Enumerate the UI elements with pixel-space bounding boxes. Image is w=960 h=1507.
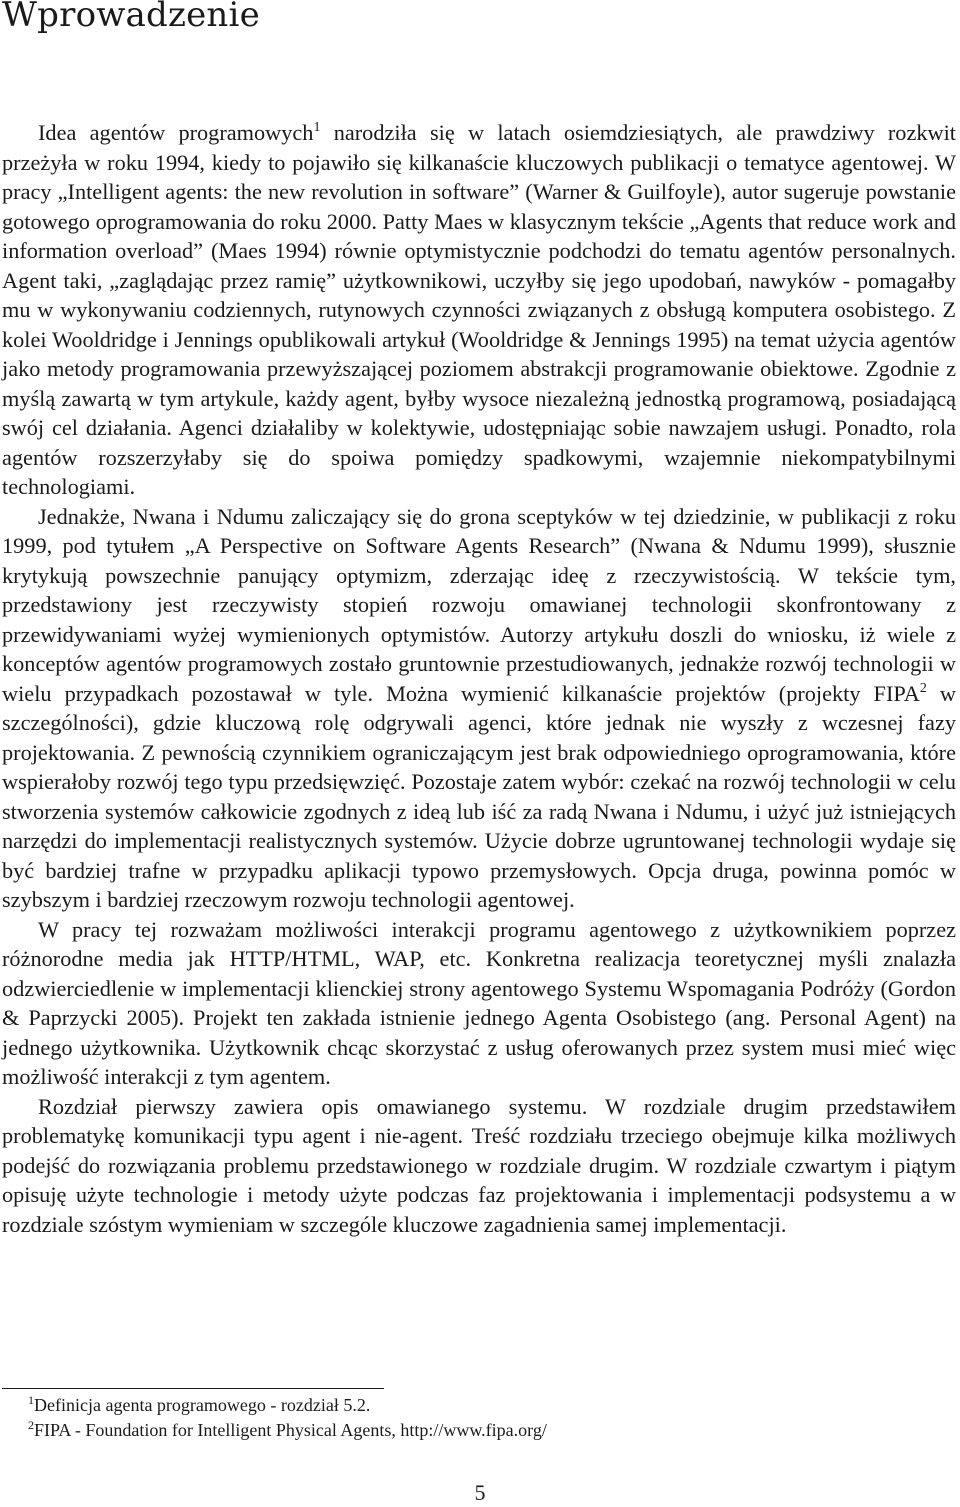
footnote-text: Definicja agenta programowego - rozdział 5.2. xyxy=(34,1395,371,1415)
paragraph-text: W pracy tej rozważam możliwości interakcji programu agentowego z użytkownikiem poprzez różnorodne media jak HTTP/HTML, WAP, etc. Konkretna realizacja teoretycznej myśli znalazła odzwierciedlenie w implementacji klienckiej strony agentowego Systemu Wspomagania Podróży (Gordon & Paprzycki 2005). Projekt ten zakłada istnienie jednego Agenta Osobistego (ang. Personal Agent) na jednego użytkownika. Użytkownik chcąc skorzystać z usług oferowanych przez system musi mieć więc możliwość interakcji z tym agentem. xyxy=(2,916,956,1089)
paragraph xyxy=(2,1092,956,1240)
paragraph-text: Idea agentów programowych xyxy=(38,120,314,145)
paragraph-text: Jednakże, Nwana i Ndumu zaliczający się do grona sceptyków w tej dziedzinie, w publikacji z roku 1999, pod tytułem „A Perspective on Software Agents Research” (Nwana & Ndumu 1999), słusznie krytykują powszechnie panujący optymizm, zderzając ideę z rzeczywistością. W tekście tym, przedstawiony jest rzeczywisty stopień rozwoju omawianej technologii skonfrontowany z przewidywaniami wyżej wymienionych optymistów. Autorzy artykułu doszli do wniosku, iż wiele z konceptów agentów programowych zostało gruntownie przestudiowanych, jednakże rozwój technologii w wielu przypadkach pozostawał w tyle. Można wymienić kilkanaście projektów (projekty FIPA xyxy=(2,503,956,706)
page-number: 5 xyxy=(474,1480,486,1505)
footnotes xyxy=(2,1393,942,1443)
footnote xyxy=(2,1393,942,1418)
chapter-title: Wprowadzenie xyxy=(2,0,260,35)
footnote-marker: 2 xyxy=(919,680,927,696)
paragraph-text: narodziła się w latach osiemdziesiątych, ale prawdziwy rozkwit przeżyła w roku 1994, kiedy to pojawiło się kilkanaście kluczowych publikacji o tematyce agentowej. W pracy „Intelligent agents: the new revolution in software” (Warner & Guilfoyle), autor sugeruje powstanie gotowego oprogramowania do roku 2000. Patty Maes w klasycznym tekście „Agents that reduce work and information overload” (Maes 1994) równie optymistycznie podchodzi do tematu agentów personalnych. Agent taki, „zaglądając przez ramię” użytkownikowi, uczyłby się jego upodobań, nawyków - pomagałby mu w wykonywaniu codziennych, rutynowych czynności związanych z obsługą komputera osobistego. Z kolei Wooldridge i Jennings opublikowali artykuł (Wooldridge & Jennings 1995) na temat użycia agentów jako metody programowania przewyższającej poziomem abstrakcji programowanie obiektowe. Zgodnie z myślą zawartą w tym artykule, każdy agent, byłby wysoce niezależną jednostką programową, posiadającą swój cel działania. Agenci działaliby w kolektywie, udostępniając sobie nawzajem usługi. Ponadto, rola agentów rozszerzyłaby się do spoiwa pomiędzy spadkowymi, wzajemnie niekompatybilnymi technologiami. xyxy=(2,120,956,499)
footnote xyxy=(2,1418,942,1443)
footnote-number: 2 xyxy=(28,1418,34,1432)
paragraph-text: Rozdział pierwszy zawiera opis omawianego systemu. W rozdziale drugim przedstawiłem problematykę komunikacji typu agent i nie-agent. Treść rozdziału trzeciego obejmuje kilka możliwych podejść do rozwiązania problemu przedstawionego w rozdziale drugim. W rozdziale czwartym i piątym opisuję użyte technologie i metody użyte podczas faz projektowania i implementacji podsystemu a w rozdziale szóstym wymieniam w szczególe kluczowe zagadnienia samej implementacji. xyxy=(2,1093,956,1237)
footnote-number: 1 xyxy=(28,1393,34,1407)
footnote-text: FIPA - Foundation for Intelligent Physical Agents, http://www.fipa.org/ xyxy=(34,1420,547,1440)
paragraph xyxy=(2,502,956,915)
body-text xyxy=(2,118,956,1239)
paragraph xyxy=(2,118,956,502)
paragraph xyxy=(2,915,956,1092)
footnote-marker: 1 xyxy=(313,120,321,135)
footnote-divider xyxy=(2,1388,384,1389)
paragraph-text: w szczególności), gdzie kluczową rolę odgrywali agenci, które jednak nie wyszły z wczesnej fazy projektowania. Z pewnością czynnikiem ograniczającym jest brak odpowiedniego oprogramowania, które wspierałoby rozwój tego typu przedsięwzięć. Pozostaje zatem wybór: czekać na rozwój technologii w celu stworzenia systemów całkowicie zgodnych z ideą lub iść za radą Nwana i Ndumu, i użyć już istniejących narzędzi do implementacji realistycznych systemów. Użycie dobrze ugruntowanej technologii wydaje się być bardziej trafne w przypadku aplikacji typowo przemysłowych. Opcja druga, powinna pomóc w szybszym i bardziej rzeczowym rozwoju technologii agentowej. xyxy=(2,680,956,912)
